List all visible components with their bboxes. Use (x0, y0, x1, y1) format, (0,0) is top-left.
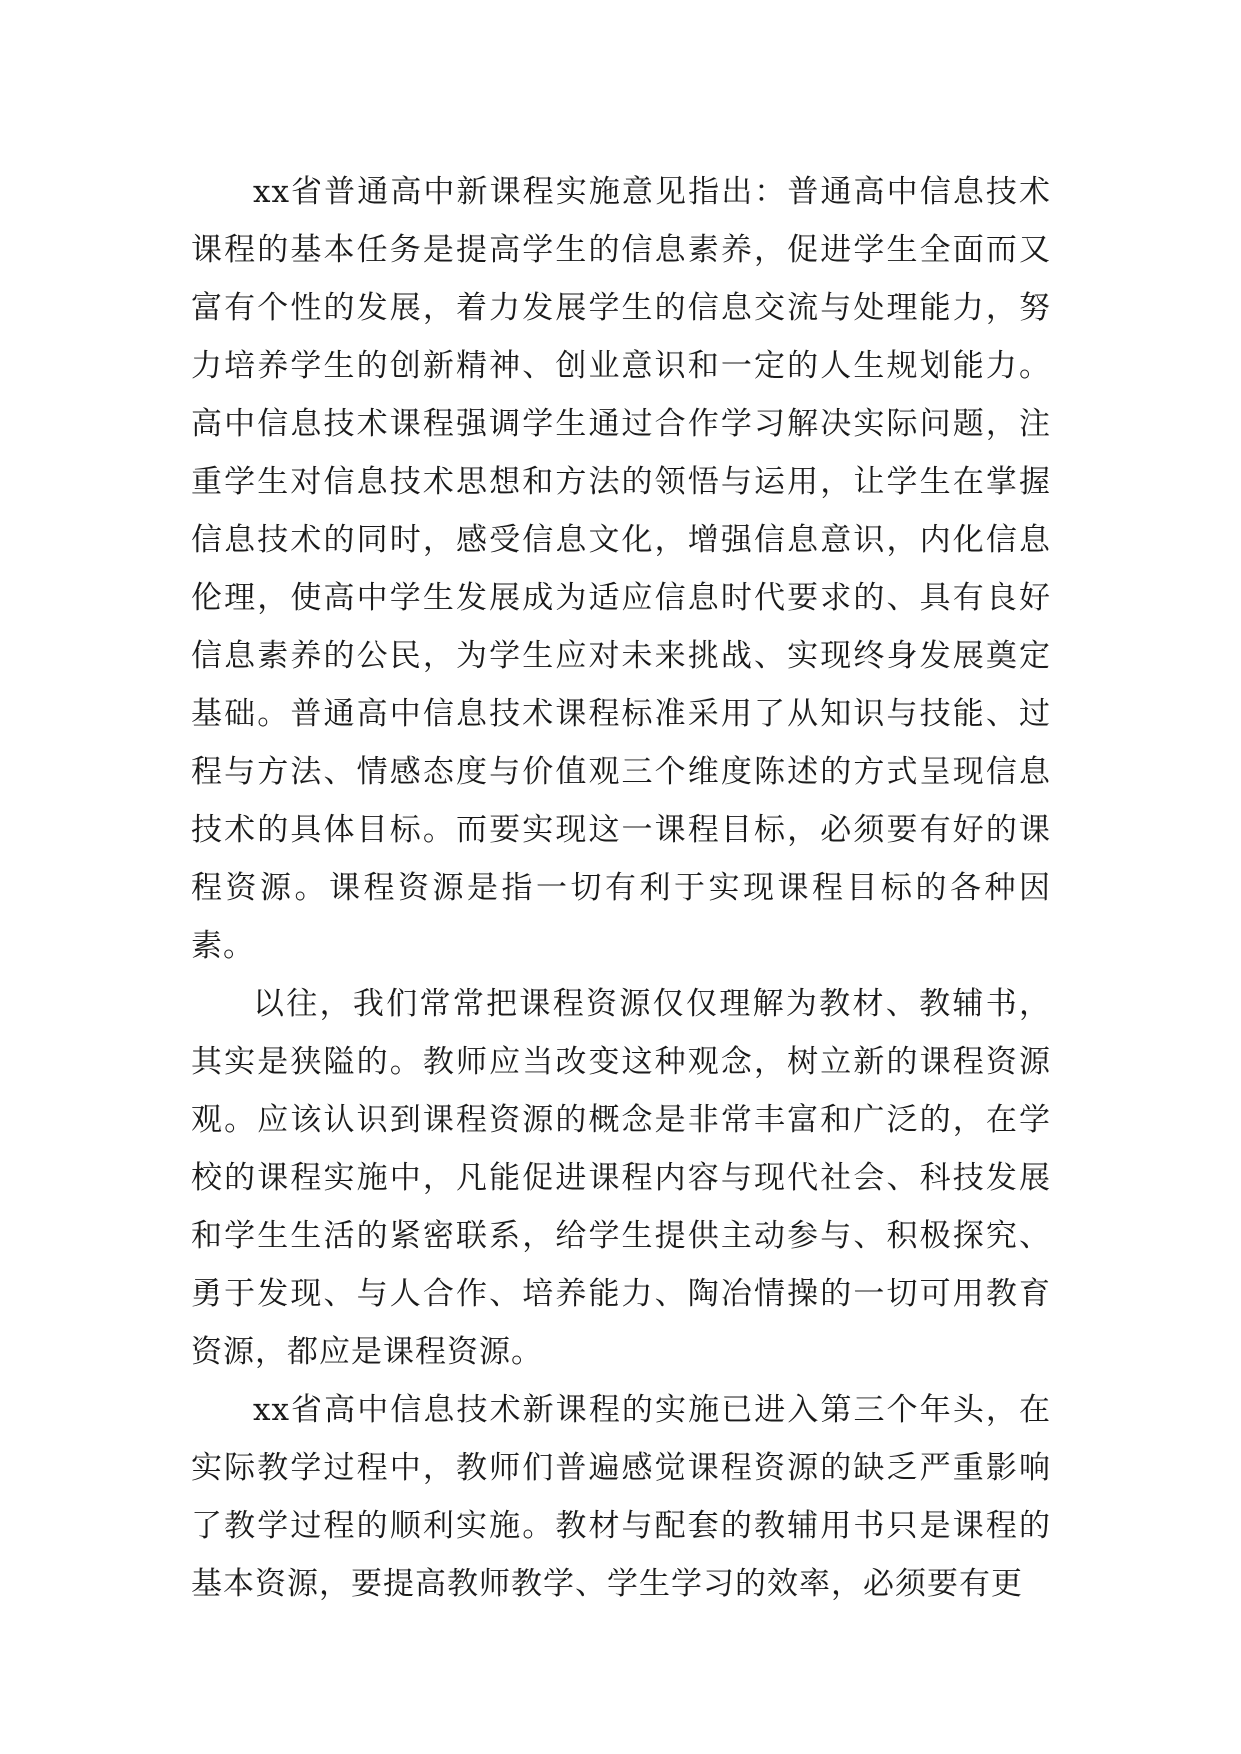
document-body (191, 163, 1051, 1613)
paragraph-1: xx省普通高中新课程实施意见指出：普通高中信息技术课程的基本任务是提高学生的信息素养，促进学生全面而又富有个性的发展，着力发展学生的信息交流与处理能力，努力培养学生的创新精神、创业意识和一定的人生规划能力。高中信息技术课程强调学生通过合作学习解决实际问题，注重学生对信息技术思想和方法的领悟与运用，让学生在掌握信息技术的同时，感受信息文化，增强信息意识，内化信息伦理，使高中学生发展成为适应信息时代要求的、具有良好信息素养的公民，为学生应对未来挑战、实现终身发展奠定基础。普通高中信息技术课程标准采用了从知识与技能、过程与方法、情感态度与价值观三个维度陈述的方式呈现信息技术的具体目标。而要实现这一课程目标，必须要有好的课程资源。课程资源是指一切有利于实现课程目标的各种因素。 (191, 174, 1051, 964)
paragraph-2: 以往，我们常常把课程资源仅仅理解为教材、教辅书，其实是狭隘的。教师应当改变这种观念，树立新的课程资源观。应该认识到课程资源的概念是非常丰富和广泛的，在学校的课程实施中，凡能促进课程内容与现代社会、科技发展和学生生活的紧密联系，给学生提供主动参与、积极探究、勇于发现、与人合作、培养能力、陶冶情操的一切可用教育资源，都应是课程资源。 (191, 986, 1051, 1370)
paragraph-3: xx省高中信息技术新课程的实施已进入第三个年头，在实际教学过程中，教师们普遍感觉课程资源的缺乏严重影响了教学过程的顺利实施。教材与配套的教辅用书只是课程的基本资源，要提高教师教学、学生学习的效率，必须要有更 (191, 1392, 1051, 1602)
